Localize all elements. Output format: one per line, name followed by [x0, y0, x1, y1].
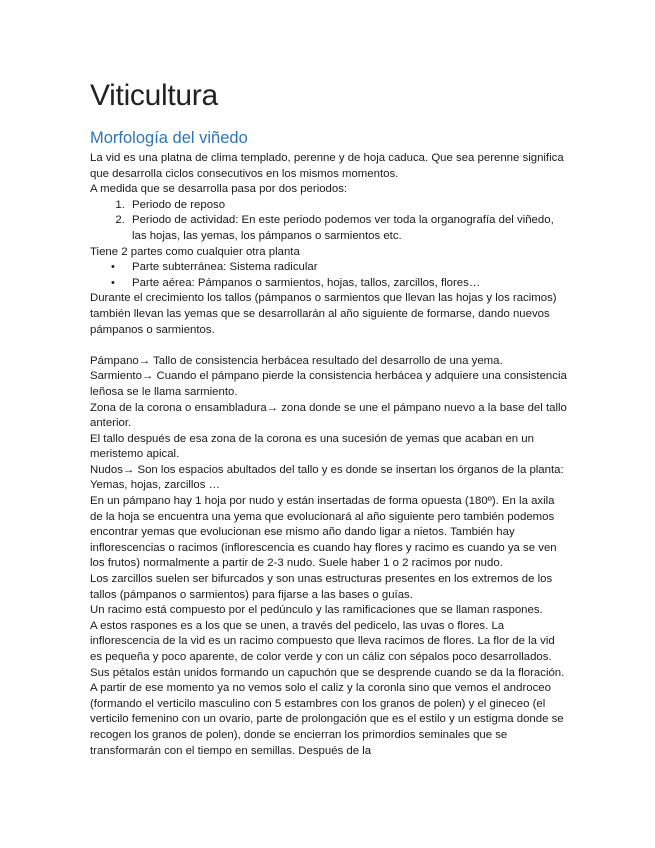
- nudos-definition: Nudos→ Son los espacios abultados del tallo y es donde se insertan los órganos de la planta: Yemas, hojas, zarcillos …: [90, 463, 564, 492]
- document-body: [90, 78, 568, 759]
- parts-list: [90, 260, 568, 291]
- sarmiento-definition: Sarmiento→ Cuando el pámpano pierde la consistencia herbácea y adquiere una consistencia leñosa se le llama sarmiento.: [90, 370, 567, 398]
- tallo-paragraph: El tallo después de esa zona de la corona es una sucesión de yemas que acaban en un meristemo apical.: [90, 432, 534, 461]
- list-item: • Parte subterránea: Sistema radicular: [128, 260, 568, 276]
- list-item: • Parte aérea: Pámpanos o sarmientos, hojas, tallos, zarcillos, flores…: [128, 276, 568, 292]
- paragraph-spacer: [90, 338, 568, 354]
- hoja-nudo-paragraph: En un pámpano hay 1 hoja por nudo y están insertadas de forma opuesta (180º). En la axila de la hoja se encuentra una yema que evolucionará al año siguiente pero también podemos encontrar yemas que evolucionan ese mismo año dando ligar a nietos. También hay inflorescencias o racimos (inflorescencia es cuando hay flores y racimo es cuando ya se ven los frutos) normalmente a partir de 2-3 nudo. Suele haber 1 o 2 racimos por nudo.: [90, 495, 557, 570]
- list-item: 2. Periodo de actividad: En este periodo podemos ver toda la organografía del viñedo, las hojas, las yemas, los pámpanos o sarmientos etc.: [128, 213, 568, 244]
- parts-intro: Tiene 2 partes como cualquier otra planta: [90, 245, 300, 258]
- section-heading: Morfología del viñedo: [90, 129, 248, 147]
- corona-definition: Zona de la corona o ensambladura→ zona donde se une el pámpano nuevo a la base del tallo anterior.: [90, 401, 567, 430]
- growth-paragraph: Durante el crecimiento los tallos (pámpanos o sarmientos que llevan las hojas y los racimos) también llevan las yemas que se desarrollarán al año siguiente de formarse, dando nuevos pámpanos o sarmientos.: [90, 292, 557, 336]
- pampano-definition: Pámpano→ Tallo de consistencia herbácea resultado del desarrollo de una yema.: [90, 354, 503, 367]
- zarcillos-paragraph: Los zarcillos suelen ser bifurcados y son unas estructuras presentes en los extremos de los tallos (pámpanos o sarmientos) para fijarse a las bases o guías.: [90, 573, 553, 601]
- periods-intro: A medida que se desarrolla pasa por dos periodos:: [90, 183, 348, 196]
- document-title: Viticultura: [90, 79, 218, 112]
- list-item: 1. Periodo de reposo: [128, 198, 568, 214]
- intro-paragraph: La vid es una platna de clima templado, perenne y de hoja caduca. Que sea perenne significa que desarrolla ciclos consecutivos en los mismos momentos.: [90, 152, 564, 180]
- racimo-paragraph: Un racimo está compuesto por el pedúnculo y las ramificaciones que se llaman raspones.: [90, 604, 543, 617]
- periods-list: [90, 198, 568, 245]
- raspones-paragraph: A estos raspones es a los que se unen, a través del pedicelo, las uvas o flores. La inflorescencia de la vid es un racimo compuesto que lleva racimos de flores. La flor de la vid es pequeña y poco aparente, de color verde y con un cáliz con sépalos poco desarrollados. Sus pétalos están unidos formando un capuchón que se desprende cuando se da la floración. A partir de ese momento ya no vemos solo el caliz y la coronla sino que vemos el androceo (formando el verticilo masculino con 5 estambres con los granos de polen) y el gineceo (el verticilo femenino con un ovario, parte de prolongación que es el estilo y un estigma donde se recogen los granos de polen), donde se encierran los primordios seminales que se transformarán con el tiempo en semillas. Después de la: [90, 619, 565, 757]
